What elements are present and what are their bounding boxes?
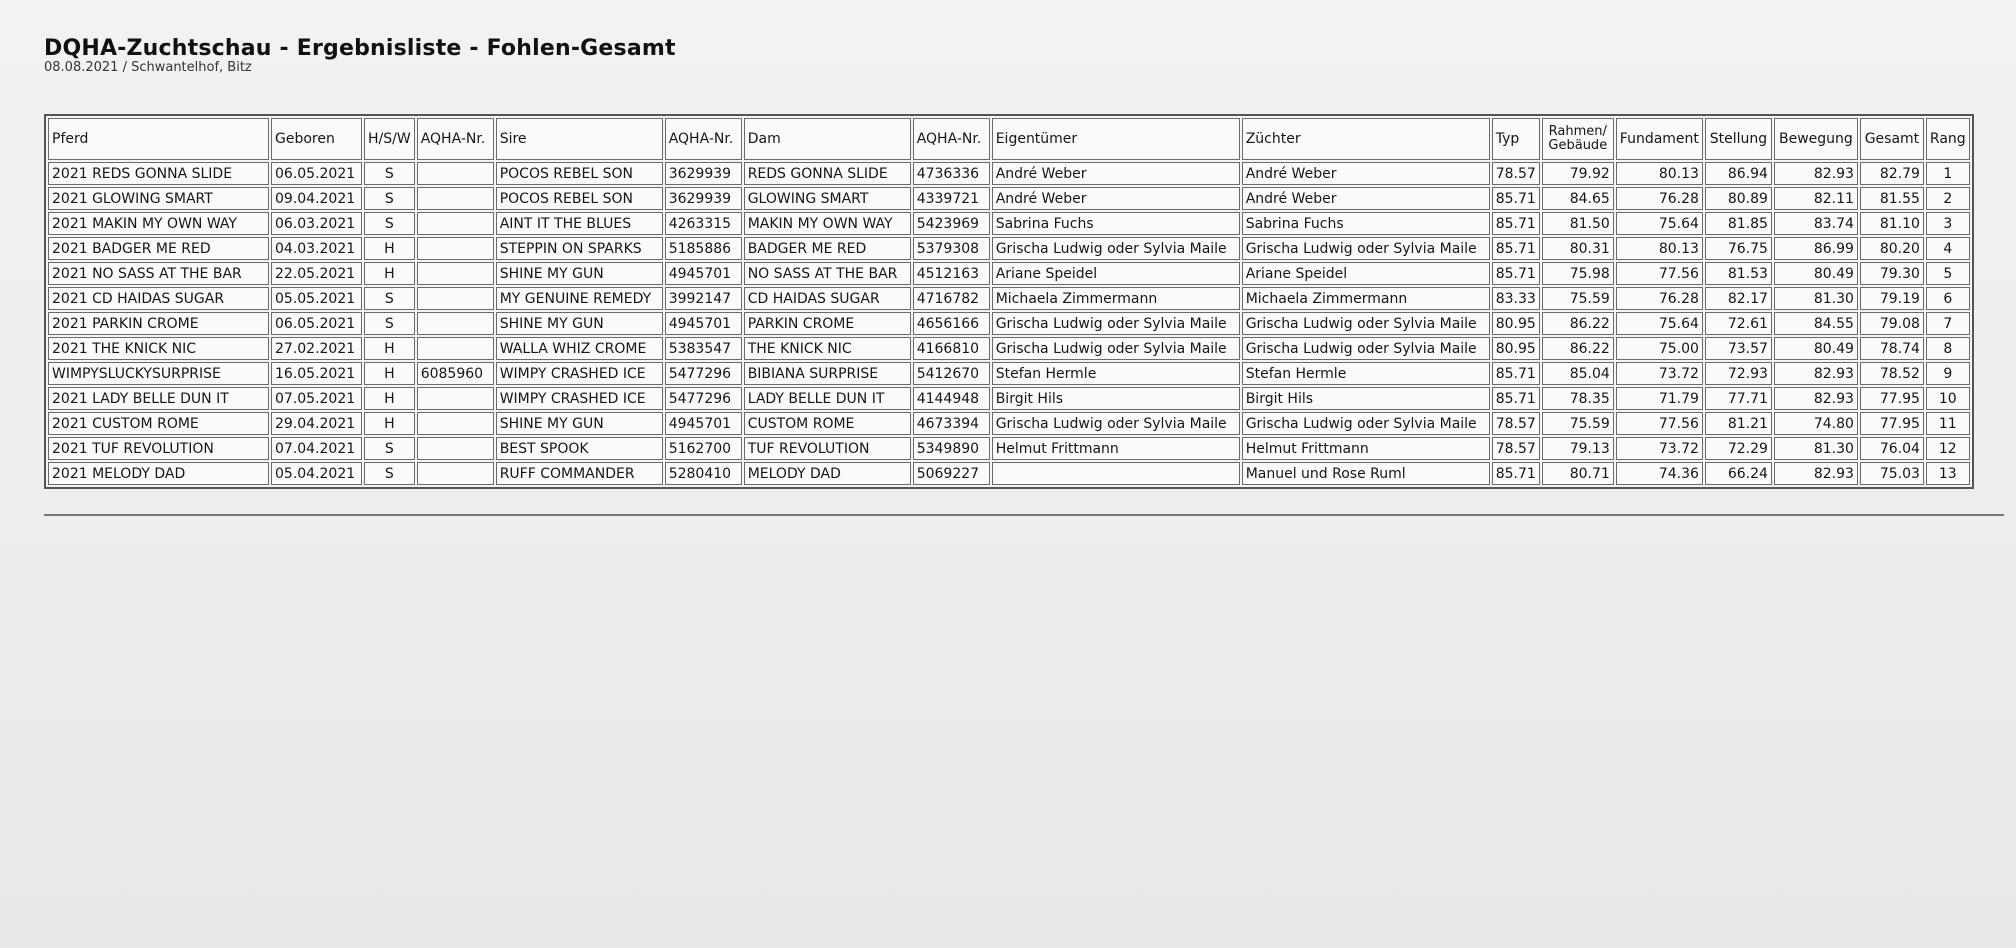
cell-eigentuemer: Grischa Ludwig oder Sylvia Maile (992, 312, 1240, 335)
cell-geboren: 06.05.2021 (271, 312, 362, 335)
cell-rahmen-gebaeude: 75.59 (1542, 287, 1614, 310)
cell-gesamt: 77.95 (1860, 387, 1924, 410)
cell-typ: 78.57 (1492, 437, 1540, 460)
cell-typ: 78.57 (1492, 412, 1540, 435)
cell-fundament: 80.13 (1616, 237, 1703, 260)
cell-eigentuemer: Michaela Zimmermann (992, 287, 1240, 310)
cell-geboren: 07.05.2021 (271, 387, 362, 410)
cell-eigentuemer: Ariane Speidel (992, 262, 1240, 285)
table-row (48, 187, 1970, 210)
cell-gesamt: 82.79 (1860, 162, 1924, 185)
cell-sire: SHINE MY GUN (496, 412, 663, 435)
header-geboren: Geboren (271, 118, 362, 160)
header-rahmen-line1: Rahmen/ (1548, 124, 1607, 139)
cell-dam-aqha-nr: 5349890 (913, 437, 990, 460)
table-row (48, 262, 1970, 285)
header-eigentuemer: Eigentümer (992, 118, 1240, 160)
cell-pferd: 2021 PARKIN CROME (48, 312, 269, 335)
cell-bewegung: 81.30 (1774, 437, 1858, 460)
cell-sire-aqha-nr: 4945701 (665, 262, 742, 285)
table-header-row (48, 118, 1970, 160)
cell-sire-aqha-nr: 5162700 (665, 437, 742, 460)
cell-hsw: S (364, 312, 415, 335)
table-row (48, 362, 1970, 385)
cell-fundament: 76.28 (1616, 287, 1703, 310)
cell-dam-aqha-nr: 4656166 (913, 312, 990, 335)
cell-hsw: S (364, 187, 415, 210)
cell-sire: WALLA WHIZ CROME (496, 337, 663, 360)
cell-dam: BADGER ME RED (744, 237, 911, 260)
cell-geboren: 04.03.2021 (271, 237, 362, 260)
table-row (48, 287, 1970, 310)
cell-aqha-nr (417, 262, 494, 285)
cell-hsw: H (364, 337, 415, 360)
cell-pferd: 2021 TUF REVOLUTION (48, 437, 269, 460)
cell-pferd: 2021 LADY BELLE DUN IT (48, 387, 269, 410)
cell-hsw: H (364, 362, 415, 385)
cell-fundament: 74.36 (1616, 462, 1703, 485)
cell-zuechter: André Weber (1242, 162, 1490, 185)
table-row (48, 312, 1970, 335)
cell-gesamt: 79.30 (1860, 262, 1924, 285)
cell-hsw: S (364, 462, 415, 485)
cell-sire-aqha-nr: 3629939 (665, 162, 742, 185)
header-dam-aqha-nr: AQHA-Nr. (913, 118, 990, 160)
cell-fundament: 80.13 (1616, 162, 1703, 185)
cell-fundament: 77.56 (1616, 262, 1703, 285)
cell-dam: REDS GONNA SLIDE (744, 162, 911, 185)
cell-stellung: 72.61 (1705, 312, 1772, 335)
cell-bewegung: 82.93 (1774, 362, 1858, 385)
cell-aqha-nr: 6085960 (417, 362, 494, 385)
cell-gesamt: 79.19 (1860, 287, 1924, 310)
cell-bewegung: 82.93 (1774, 462, 1858, 485)
cell-pferd: 2021 CUSTOM ROME (48, 412, 269, 435)
cell-pferd: WIMPYSLUCKYSURPRISE (48, 362, 269, 385)
cell-rahmen-gebaeude: 86.22 (1542, 312, 1614, 335)
table-row (48, 337, 1970, 360)
cell-fundament: 73.72 (1616, 437, 1703, 460)
cell-rang: 10 (1926, 387, 1970, 410)
cell-sire-aqha-nr: 5477296 (665, 387, 742, 410)
cell-dam: MAKIN MY OWN WAY (744, 212, 911, 235)
cell-gesamt: 81.10 (1860, 212, 1924, 235)
cell-dam: CUSTOM ROME (744, 412, 911, 435)
cell-hsw: S (364, 287, 415, 310)
cell-dam: MELODY DAD (744, 462, 911, 485)
header-bewegung: Bewegung (1774, 118, 1858, 160)
table-row (48, 437, 1970, 460)
cell-dam-aqha-nr: 5412670 (913, 362, 990, 385)
cell-eigentuemer: Stefan Hermle (992, 362, 1240, 385)
cell-geboren: 16.05.2021 (271, 362, 362, 385)
table-row (48, 212, 1970, 235)
cell-typ: 85.71 (1492, 187, 1540, 210)
cell-aqha-nr (417, 462, 494, 485)
cell-zuechter: Grischa Ludwig oder Sylvia Maile (1242, 237, 1490, 260)
cell-stellung: 81.53 (1705, 262, 1772, 285)
cell-typ: 80.95 (1492, 337, 1540, 360)
cell-rahmen-gebaeude: 80.71 (1542, 462, 1614, 485)
cell-fundament: 75.64 (1616, 212, 1703, 235)
cell-bewegung: 84.55 (1774, 312, 1858, 335)
cell-typ: 80.95 (1492, 312, 1540, 335)
cell-zuechter: Manuel und Rose Ruml (1242, 462, 1490, 485)
cell-stellung: 81.85 (1705, 212, 1772, 235)
header-typ: Typ (1492, 118, 1540, 160)
cell-aqha-nr (417, 337, 494, 360)
cell-rang: 7 (1926, 312, 1970, 335)
cell-typ: 83.33 (1492, 287, 1540, 310)
cell-eigentuemer: Grischa Ludwig oder Sylvia Maile (992, 412, 1240, 435)
cell-sire: BEST SPOOK (496, 437, 663, 460)
cell-hsw: H (364, 412, 415, 435)
cell-pferd: 2021 THE KNICK NIC (48, 337, 269, 360)
cell-sire: MY GENUINE REMEDY (496, 287, 663, 310)
cell-aqha-nr (417, 437, 494, 460)
cell-bewegung: 82.93 (1774, 162, 1858, 185)
cell-fundament: 77.56 (1616, 412, 1703, 435)
cell-stellung: 82.17 (1705, 287, 1772, 310)
cell-typ: 85.71 (1492, 387, 1540, 410)
cell-pferd: 2021 MAKIN MY OWN WAY (48, 212, 269, 235)
cell-rahmen-gebaeude: 84.65 (1542, 187, 1614, 210)
cell-fundament: 75.00 (1616, 337, 1703, 360)
cell-hsw: H (364, 262, 415, 285)
cell-rang: 9 (1926, 362, 1970, 385)
cell-hsw: H (364, 237, 415, 260)
cell-sire: POCOS REBEL SON (496, 187, 663, 210)
header-sire: Sire (496, 118, 663, 160)
cell-aqha-nr (417, 237, 494, 260)
cell-geboren: 05.04.2021 (271, 462, 362, 485)
cell-dam: GLOWING SMART (744, 187, 911, 210)
cell-eigentuemer: Helmut Frittmann (992, 437, 1240, 460)
cell-bewegung: 86.99 (1774, 237, 1858, 260)
page-subtitle: 08.08.2021 / Schwantelhof, Bitz (44, 60, 252, 75)
cell-bewegung: 80.49 (1774, 262, 1858, 285)
cell-dam-aqha-nr: 4512163 (913, 262, 990, 285)
header-dam: Dam (744, 118, 911, 160)
cell-bewegung: 80.49 (1774, 337, 1858, 360)
cell-typ: 85.71 (1492, 237, 1540, 260)
cell-sire: SHINE MY GUN (496, 262, 663, 285)
header-rang: Rang (1926, 118, 1970, 160)
cell-rang: 11 (1926, 412, 1970, 435)
cell-eigentuemer: Grischa Ludwig oder Sylvia Maile (992, 237, 1240, 260)
cell-dam: NO SASS AT THE BAR (744, 262, 911, 285)
cell-aqha-nr (417, 162, 494, 185)
cell-bewegung: 74.80 (1774, 412, 1858, 435)
header-hsw: H/S/W (364, 118, 415, 160)
cell-geboren: 09.04.2021 (271, 187, 362, 210)
cell-fundament: 75.64 (1616, 312, 1703, 335)
cell-bewegung: 82.11 (1774, 187, 1858, 210)
cell-rang: 1 (1926, 162, 1970, 185)
cell-sire: WIMPY CRASHED ICE (496, 362, 663, 385)
cell-sire-aqha-nr: 4263315 (665, 212, 742, 235)
cell-rang: 5 (1926, 262, 1970, 285)
cell-stellung: 73.57 (1705, 337, 1772, 360)
cell-rahmen-gebaeude: 81.50 (1542, 212, 1614, 235)
cell-dam: THE KNICK NIC (744, 337, 911, 360)
cell-zuechter: Sabrina Fuchs (1242, 212, 1490, 235)
bottom-divider (44, 514, 2004, 516)
cell-pferd: 2021 CD HAIDAS SUGAR (48, 287, 269, 310)
cell-eigentuemer: Sabrina Fuchs (992, 212, 1240, 235)
cell-gesamt: 76.04 (1860, 437, 1924, 460)
cell-dam: CD HAIDAS SUGAR (744, 287, 911, 310)
cell-typ: 85.71 (1492, 462, 1540, 485)
header-stellung: Stellung (1705, 118, 1772, 160)
cell-typ: 85.71 (1492, 262, 1540, 285)
cell-sire: STEPPIN ON SPARKS (496, 237, 663, 260)
cell-dam-aqha-nr: 4673394 (913, 412, 990, 435)
cell-eigentuemer (992, 462, 1240, 485)
cell-eigentuemer: Grischa Ludwig oder Sylvia Maile (992, 337, 1240, 360)
cell-dam: TUF REVOLUTION (744, 437, 911, 460)
cell-dam-aqha-nr: 5379308 (913, 237, 990, 260)
cell-zuechter: Grischa Ludwig oder Sylvia Maile (1242, 337, 1490, 360)
cell-geboren: 06.03.2021 (271, 212, 362, 235)
table-body (48, 162, 1970, 485)
cell-geboren: 29.04.2021 (271, 412, 362, 435)
cell-zuechter: Michaela Zimmermann (1242, 287, 1490, 310)
cell-stellung: 77.71 (1705, 387, 1772, 410)
cell-dam-aqha-nr: 4736336 (913, 162, 990, 185)
cell-rahmen-gebaeude: 75.98 (1542, 262, 1614, 285)
cell-geboren: 07.04.2021 (271, 437, 362, 460)
cell-dam-aqha-nr: 4144948 (913, 387, 990, 410)
cell-sire-aqha-nr: 5477296 (665, 362, 742, 385)
cell-zuechter: Birgit Hils (1242, 387, 1490, 410)
cell-rang: 2 (1926, 187, 1970, 210)
cell-zuechter: Grischa Ludwig oder Sylvia Maile (1242, 312, 1490, 335)
cell-rahmen-gebaeude: 79.13 (1542, 437, 1614, 460)
cell-eigentuemer: Birgit Hils (992, 387, 1240, 410)
header-gesamt: Gesamt (1860, 118, 1924, 160)
page-title: DQHA-Zuchtschau - Ergebnisliste - Fohlen-Gesamt (44, 36, 676, 61)
cell-gesamt: 77.95 (1860, 412, 1924, 435)
cell-sire-aqha-nr: 4945701 (665, 312, 742, 335)
cell-rahmen-gebaeude: 86.22 (1542, 337, 1614, 360)
cell-bewegung: 81.30 (1774, 287, 1858, 310)
results-table (44, 114, 1974, 489)
cell-stellung: 66.24 (1705, 462, 1772, 485)
cell-rang: 3 (1926, 212, 1970, 235)
cell-aqha-nr (417, 212, 494, 235)
cell-geboren: 05.05.2021 (271, 287, 362, 310)
cell-sire: AINT IT THE BLUES (496, 212, 663, 235)
cell-rahmen-gebaeude: 78.35 (1542, 387, 1614, 410)
cell-hsw: S (364, 162, 415, 185)
cell-dam-aqha-nr: 4339721 (913, 187, 990, 210)
cell-dam-aqha-nr: 5423969 (913, 212, 990, 235)
cell-sire: POCOS REBEL SON (496, 162, 663, 185)
cell-rahmen-gebaeude: 75.59 (1542, 412, 1614, 435)
cell-sire-aqha-nr: 5383547 (665, 337, 742, 360)
cell-rang: 6 (1926, 287, 1970, 310)
cell-hsw: S (364, 437, 415, 460)
cell-gesamt: 79.08 (1860, 312, 1924, 335)
cell-typ: 85.71 (1492, 362, 1540, 385)
cell-stellung: 86.94 (1705, 162, 1772, 185)
header-rahmen-gebaeude (1542, 118, 1614, 160)
cell-rang: 8 (1926, 337, 1970, 360)
header-zuechter: Züchter (1242, 118, 1490, 160)
cell-dam: PARKIN CROME (744, 312, 911, 335)
cell-zuechter: Grischa Ludwig oder Sylvia Maile (1242, 412, 1490, 435)
cell-fundament: 76.28 (1616, 187, 1703, 210)
cell-hsw: H (364, 387, 415, 410)
cell-sire: WIMPY CRASHED ICE (496, 387, 663, 410)
cell-sire-aqha-nr: 3992147 (665, 287, 742, 310)
cell-dam-aqha-nr: 4166810 (913, 337, 990, 360)
cell-dam: BIBIANA SURPRISE (744, 362, 911, 385)
cell-gesamt: 78.74 (1860, 337, 1924, 360)
header-pferd: Pferd (48, 118, 269, 160)
cell-rahmen-gebaeude: 79.92 (1542, 162, 1614, 185)
cell-bewegung: 82.93 (1774, 387, 1858, 410)
cell-gesamt: 78.52 (1860, 362, 1924, 385)
cell-pferd: 2021 GLOWING SMART (48, 187, 269, 210)
cell-sire-aqha-nr: 3629939 (665, 187, 742, 210)
cell-bewegung: 83.74 (1774, 212, 1858, 235)
cell-rang: 4 (1926, 237, 1970, 260)
cell-sire: SHINE MY GUN (496, 312, 663, 335)
cell-dam-aqha-nr: 4716782 (913, 287, 990, 310)
cell-sire-aqha-nr: 5185886 (665, 237, 742, 260)
cell-rahmen-gebaeude: 85.04 (1542, 362, 1614, 385)
cell-gesamt: 75.03 (1860, 462, 1924, 485)
cell-sire-aqha-nr: 4945701 (665, 412, 742, 435)
cell-zuechter: Stefan Hermle (1242, 362, 1490, 385)
cell-stellung: 72.93 (1705, 362, 1772, 385)
cell-stellung: 81.21 (1705, 412, 1772, 435)
cell-stellung: 76.75 (1705, 237, 1772, 260)
cell-eigentuemer: André Weber (992, 162, 1240, 185)
cell-stellung: 72.29 (1705, 437, 1772, 460)
header-aqha-nr: AQHA-Nr. (417, 118, 494, 160)
cell-typ: 78.57 (1492, 162, 1540, 185)
cell-sire: RUFF COMMANDER (496, 462, 663, 485)
cell-zuechter: Helmut Frittmann (1242, 437, 1490, 460)
table-row (48, 387, 1970, 410)
cell-rang: 13 (1926, 462, 1970, 485)
cell-stellung: 80.89 (1705, 187, 1772, 210)
cell-pferd: 2021 MELODY DAD (48, 462, 269, 485)
cell-aqha-nr (417, 412, 494, 435)
cell-fundament: 73.72 (1616, 362, 1703, 385)
cell-eigentuemer: André Weber (992, 187, 1240, 210)
cell-geboren: 27.02.2021 (271, 337, 362, 360)
cell-pferd: 2021 REDS GONNA SLIDE (48, 162, 269, 185)
cell-fundament: 71.79 (1616, 387, 1703, 410)
cell-geboren: 22.05.2021 (271, 262, 362, 285)
cell-hsw: S (364, 212, 415, 235)
table-row (48, 412, 1970, 435)
cell-pferd: 2021 BADGER ME RED (48, 237, 269, 260)
cell-aqha-nr (417, 187, 494, 210)
cell-aqha-nr (417, 387, 494, 410)
cell-sire-aqha-nr: 5280410 (665, 462, 742, 485)
cell-zuechter: André Weber (1242, 187, 1490, 210)
table-row (48, 162, 1970, 185)
cell-pferd: 2021 NO SASS AT THE BAR (48, 262, 269, 285)
cell-aqha-nr (417, 287, 494, 310)
table-row (48, 237, 1970, 260)
header-sire-aqha-nr: AQHA-Nr. (665, 118, 742, 160)
header-fundament: Fundament (1616, 118, 1703, 160)
cell-typ: 85.71 (1492, 212, 1540, 235)
header-rahmen-line2: Gebäude (1548, 138, 1608, 153)
table-row (48, 462, 1970, 485)
cell-geboren: 06.05.2021 (271, 162, 362, 185)
cell-zuechter: Ariane Speidel (1242, 262, 1490, 285)
cell-rahmen-gebaeude: 80.31 (1542, 237, 1614, 260)
cell-dam-aqha-nr: 5069227 (913, 462, 990, 485)
cell-gesamt: 80.20 (1860, 237, 1924, 260)
cell-gesamt: 81.55 (1860, 187, 1924, 210)
cell-rang: 12 (1926, 437, 1970, 460)
cell-aqha-nr (417, 312, 494, 335)
cell-dam: LADY BELLE DUN IT (744, 387, 911, 410)
